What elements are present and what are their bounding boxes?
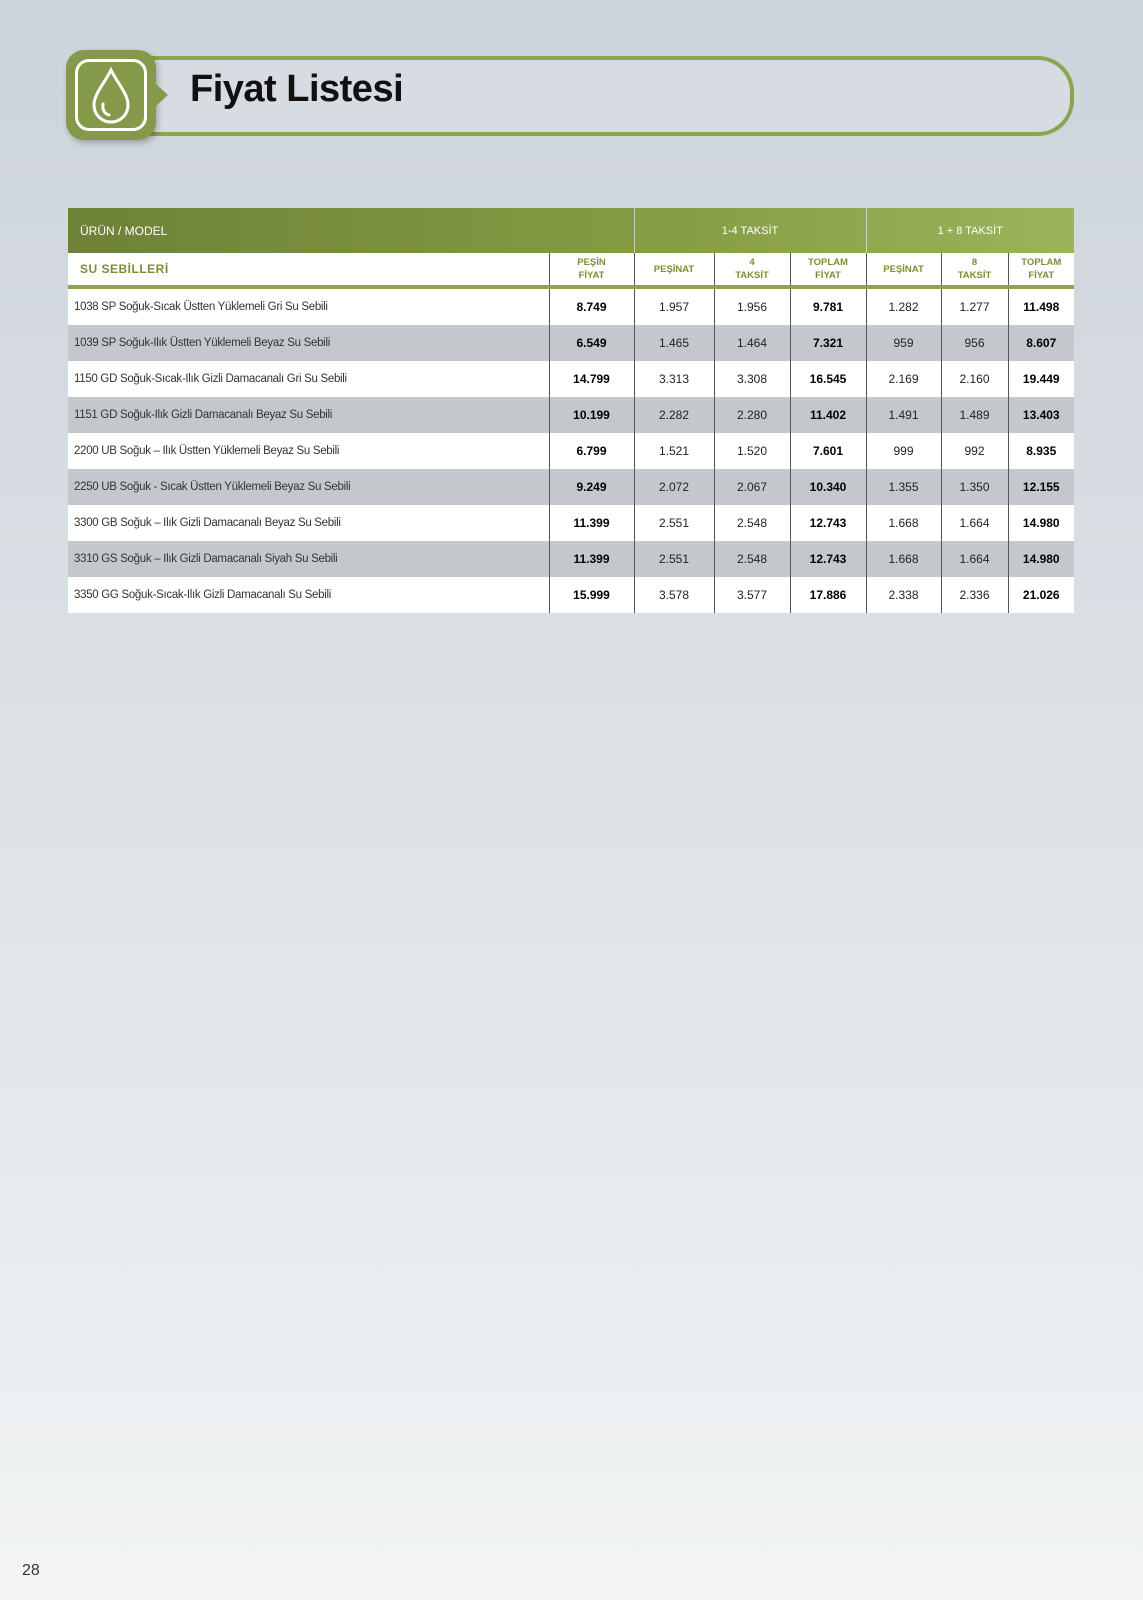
price-cell: 3.577 <box>714 577 790 613</box>
icon-frame <box>75 59 147 131</box>
price-cell: 12.743 <box>790 505 866 541</box>
price-cell: 1.668 <box>866 541 941 577</box>
price-cell: 7.321 <box>790 325 866 361</box>
price-cell: 6.799 <box>549 433 634 469</box>
price-cell: 1.520 <box>714 433 790 469</box>
column-header-text: FİYAT <box>815 270 841 281</box>
section-label: SU SEBİLLERİ <box>68 253 549 287</box>
price-rows <box>68 287 1074 613</box>
price-cell: 1.277 <box>941 287 1008 325</box>
price-cell: 15.999 <box>549 577 634 613</box>
product-model-cell: 2250 UB Soğuk - Sıcak Üstten Yüklemeli Beyaz Su Sebili <box>68 469 549 505</box>
price-cell: 1.350 <box>941 469 1008 505</box>
price-cell: 10.340 <box>790 469 866 505</box>
price-cell: 3.578 <box>634 577 714 613</box>
price-cell: 13.403 <box>1022 408 1060 422</box>
page-number: 28 <box>22 1562 40 1579</box>
price-cell: 3.308 <box>714 361 790 397</box>
price-cell: 19.449 <box>1022 372 1060 386</box>
table-row <box>68 361 1074 397</box>
page-header <box>66 50 1076 146</box>
price-cell: 1.465 <box>634 325 714 361</box>
price-cell: 14.799 <box>549 361 634 397</box>
column-header <box>549 253 634 287</box>
column-header <box>634 253 714 287</box>
product-model-cell: 2200 UB Soğuk – Ilık Üstten Yüklemeli Beyaz Su Sebili <box>68 433 549 469</box>
price-cell: 8.749 <box>549 287 634 325</box>
price-cell: 1.489 <box>941 397 1008 433</box>
price-cell: 2.072 <box>634 469 714 505</box>
water-drop-icon-badge <box>66 50 156 140</box>
price-cell: 1.491 <box>866 397 941 433</box>
price-cell: 11.399 <box>549 541 634 577</box>
price-cell: 2.551 <box>634 505 714 541</box>
page-title: Fiyat Listesi <box>190 68 404 110</box>
price-cell: 1.668 <box>866 505 941 541</box>
group-1-8-taksit: 1 + 8 TAKSİT <box>937 224 1003 237</box>
column-header-text: PEŞİNAT <box>653 263 695 275</box>
price-cell: 992 <box>941 433 1008 469</box>
price-cell: 2.280 <box>714 397 790 433</box>
column-header-text: FİYAT <box>578 270 605 281</box>
price-cell: 2.551 <box>634 541 714 577</box>
table-row <box>68 469 1074 505</box>
product-model-cell: 3350 GG Soğuk-Sıcak-Ilık Gizli Damacanalı Su Sebili <box>68 577 549 613</box>
price-cell: 1.464 <box>714 325 790 361</box>
column-header-text: PEŞİN <box>577 257 606 268</box>
column-header-text: TOPLAM <box>808 257 848 268</box>
product-model-cell: 1038 SP Soğuk-Sıcak Üstten Yüklemeli Gri Su Sebili <box>68 287 549 325</box>
column-header-text: TAKSİT <box>735 270 769 281</box>
price-cell: 7.601 <box>790 433 866 469</box>
column-header <box>714 253 790 287</box>
badge-pointer <box>156 84 168 106</box>
column-header-text: TAKSİT <box>957 270 992 281</box>
price-cell: 9.781 <box>790 287 866 325</box>
price-table <box>68 208 1074 613</box>
price-cell: 6.549 <box>549 325 634 361</box>
price-cell: 1.664 <box>941 505 1008 541</box>
price-cell: 2.169 <box>866 361 941 397</box>
column-header-row <box>68 253 1074 287</box>
price-cell: 956 <box>941 325 1008 361</box>
price-cell: 2.160 <box>941 361 1008 397</box>
column-header <box>941 253 1008 287</box>
price-cell: 2.336 <box>941 577 1008 613</box>
price-cell: 9.249 <box>549 469 634 505</box>
price-cell: 1.282 <box>866 287 941 325</box>
price-cell: 8.607 <box>1026 336 1057 350</box>
product-model-cell: 1151 GD Soğuk-Ilık Gizli Damacanalı Beyaz Su Sebili <box>68 397 549 433</box>
column-header <box>866 253 941 287</box>
column-header <box>790 253 866 287</box>
table-row <box>68 433 1074 469</box>
table-row <box>68 505 1074 541</box>
price-cell: 2.548 <box>714 541 790 577</box>
price-cell: 16.545 <box>790 361 866 397</box>
price-cell: 14.980 <box>1022 552 1060 566</box>
price-cell: 2.067 <box>714 469 790 505</box>
table-row <box>68 397 1074 433</box>
column-header-text: PEŞİNAT <box>883 263 924 275</box>
price-cell: 2.338 <box>866 577 941 613</box>
price-cell: 3.313 <box>634 361 714 397</box>
price-cell: 959 <box>866 325 941 361</box>
price-cell: 999 <box>866 433 941 469</box>
column-header-text: 4 <box>749 257 755 268</box>
column-header <box>1008 253 1074 287</box>
product-model-cell: 1039 SP Soğuk-Ilık Üstten Yüklemeli Beyaz Su Sebili <box>68 325 549 361</box>
column-header-text: 8 <box>971 257 978 268</box>
price-cell: 14.980 <box>1022 516 1060 530</box>
price-cell: 1.957 <box>634 287 714 325</box>
price-cell: 1.664 <box>941 541 1008 577</box>
price-cell: 11.399 <box>549 505 634 541</box>
group-1-4-taksit: 1-4 TAKSİT <box>634 208 866 253</box>
model-header: ÜRÜN / MODEL <box>68 208 634 253</box>
price-cell: 1.956 <box>714 287 790 325</box>
table-row <box>68 287 1074 325</box>
price-cell: 21.026 <box>1022 588 1060 602</box>
product-model-cell: 3310 GS Soğuk – Ilık Gizli Damacanalı Siyah Su Sebili <box>68 541 549 577</box>
price-cell: 10.199 <box>549 397 634 433</box>
price-cell: 11.498 <box>1023 300 1060 314</box>
price-cell: 12.155 <box>1022 480 1060 494</box>
price-cell: 1.355 <box>866 469 941 505</box>
table-row <box>68 577 1074 613</box>
table-row <box>68 325 1074 361</box>
price-cell: 11.402 <box>790 397 866 433</box>
water-drop-icon <box>78 62 144 128</box>
price-cell: 12.743 <box>790 541 866 577</box>
group-header-row <box>68 208 1074 253</box>
column-header-text: FİYAT <box>1028 270 1055 281</box>
price-cell: 17.886 <box>790 577 866 613</box>
table-row <box>68 541 1074 577</box>
price-cell: 2.282 <box>634 397 714 433</box>
product-model-cell: 3300 GB Soğuk – Ilık Gizli Damacanalı Beyaz Su Sebili <box>68 505 549 541</box>
price-cell: 1.521 <box>634 433 714 469</box>
column-header-text: TOPLAM <box>1021 257 1062 268</box>
price-cell: 8.935 <box>1026 444 1057 458</box>
price-cell: 2.548 <box>714 505 790 541</box>
product-model-cell: 1150 GD Soğuk-Sıcak-Ilık Gizli Damacanalı Gri Su Sebili <box>68 361 549 397</box>
